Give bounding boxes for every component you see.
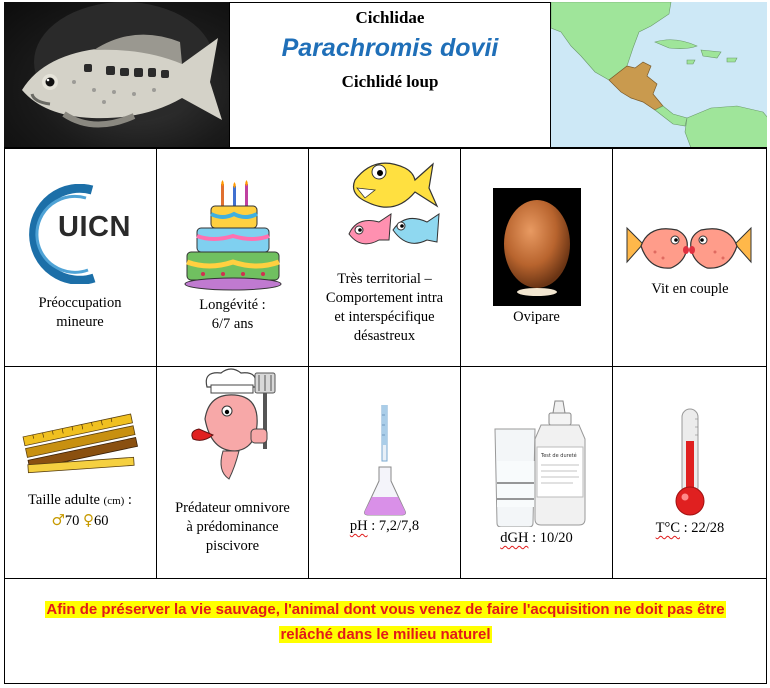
adult-size-colon: :	[124, 492, 132, 508]
warning-line-2: relâché dans le milieu naturel	[280, 626, 491, 643]
grid-line	[4, 578, 767, 579]
longevity-value: 6/7 ans	[211, 316, 254, 332]
cell-behaviour	[309, 148, 460, 366]
ph-label	[309, 517, 460, 536]
dgh-abbrev: dGH	[500, 530, 529, 546]
kissing-fish-icon	[623, 218, 755, 280]
adult-size-label	[4, 491, 156, 511]
cell-temperature	[613, 367, 767, 578]
temperature-label	[613, 519, 767, 538]
folding-ruler-icon	[22, 409, 140, 481]
warning-line-1: Afin de préserver la vie sauvage, l'animal dont vous venez de faire l'acquisition ne doit pas être	[46, 601, 725, 618]
diet-label: Prédateur omnivore à prédominance piscivore	[175, 500, 290, 554]
cell-conservation-status	[4, 148, 156, 366]
hardness-test-kit-icon	[489, 395, 589, 527]
longevity-label: Longévité :	[199, 297, 266, 313]
egg-icon	[493, 188, 581, 306]
birthday-cake-icon	[183, 180, 283, 292]
cell-ph	[309, 367, 460, 578]
uicn-logo-text: UICN	[58, 211, 131, 243]
male-size-value: 70	[64, 513, 80, 529]
cell-social	[613, 148, 767, 366]
central-america-map	[550, 2, 767, 148]
release-warning	[4, 597, 767, 647]
adult-size-values	[4, 511, 156, 531]
common-name: Cichlidé loup	[341, 72, 439, 91]
male-symbol-icon: ♂	[51, 511, 65, 529]
conservation-status-label: Préoccupation mineure	[38, 295, 122, 330]
cell-diet	[157, 367, 308, 578]
family-name: Cichlidae	[355, 8, 425, 27]
dgh-label	[461, 529, 612, 548]
flask-pipette-icon	[361, 405, 409, 517]
kit-label-text: Test de dureté	[541, 453, 577, 459]
cell-dgh	[461, 367, 612, 578]
cell-longevity	[157, 148, 308, 366]
chef-fish-icon	[183, 367, 281, 485]
temperature-abbrev: T°C	[655, 520, 680, 536]
reproduction-label: Ovipare	[513, 309, 560, 325]
social-label: Vit en couple	[651, 281, 729, 297]
behaviour-label: Très territorial – Comportement intra et interspécifique désastreux	[325, 271, 444, 344]
scientific-name: Parachromis dovii	[281, 34, 499, 62]
fish-photo	[4, 2, 230, 148]
adult-size-unit: (cm)	[103, 495, 125, 507]
thermometer-icon	[673, 407, 707, 519]
cell-reproduction	[461, 148, 612, 366]
fish-cartoon-icon	[335, 150, 441, 266]
adult-size-text: Taille adulte	[28, 492, 100, 508]
temperature-value: : 22/28	[680, 520, 725, 536]
female-symbol-icon: ♀	[83, 511, 95, 529]
species-title-block	[230, 2, 550, 148]
ph-abbrev: pH	[349, 518, 368, 534]
ph-value: : 7,2/7,8	[367, 518, 420, 534]
dgh-value: : 10/20	[528, 530, 573, 546]
female-size-value: 60	[94, 513, 109, 529]
cell-adult-size	[4, 367, 156, 578]
